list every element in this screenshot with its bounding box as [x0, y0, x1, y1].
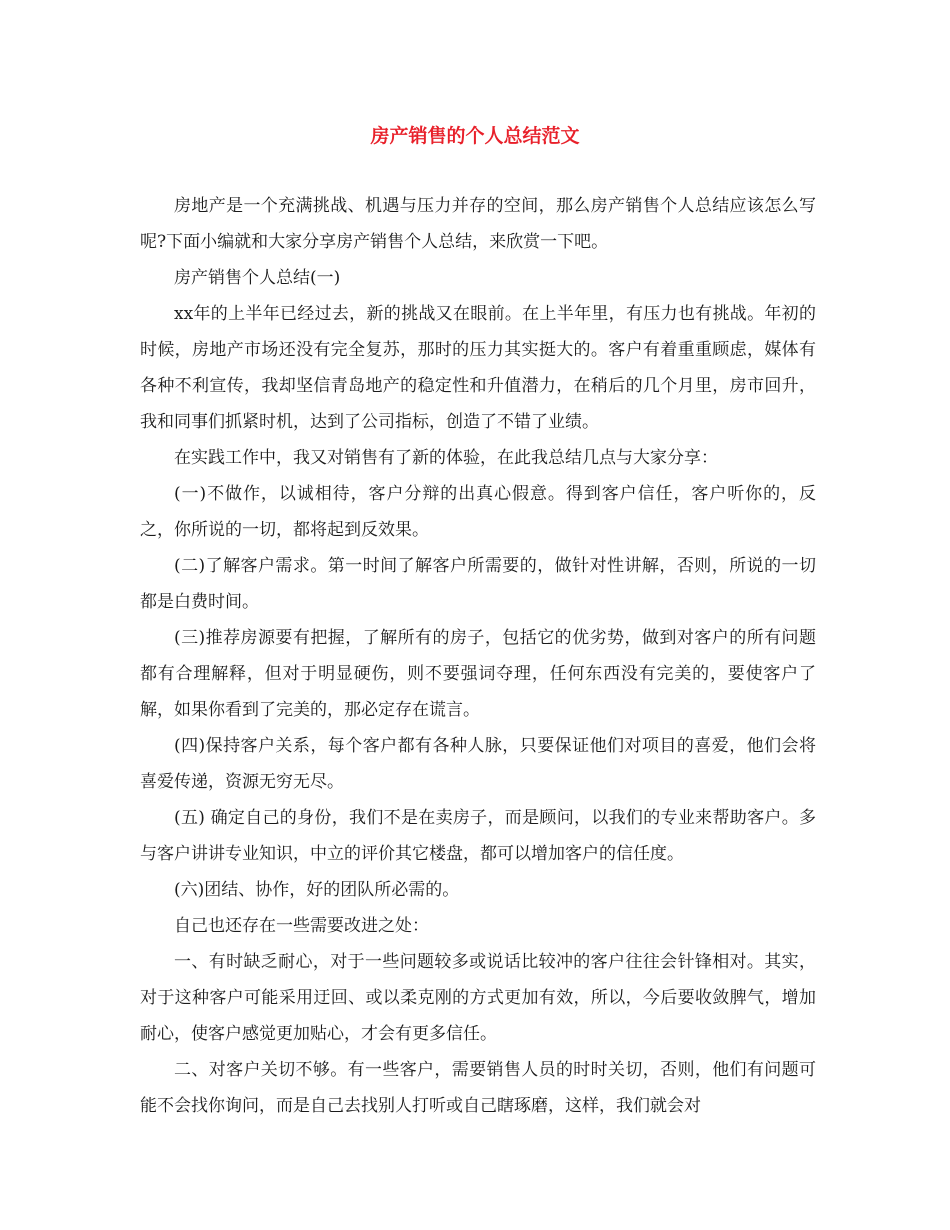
paragraph: (四)保持客户关系，每个客户都有各种人脉，只要保证他们对项目的喜爱，他们会将喜爱传递，资源无穷无尽。 [140, 736, 816, 792]
paragraph: 房产销售个人总结(一) [174, 268, 341, 288]
paragraph: 一、有时缺乏耐心，对于一些问题较多或说话比较冲的客户往往会针锋相对。其实，对于这种客户可能采用迂回、或以柔克刚的方式更加有效，所以，今后要收敛脾气，增加耐心，使客户感觉更加贴心，才会有更多信任。 [140, 952, 816, 1044]
paragraph: (二)了解客户需求。第一时间了解客户所需要的，做针对性讲解，否则，所说的一切都是白费时间。 [140, 556, 816, 612]
paragraph: (六)团结、协作，好的团队所必需的。 [174, 880, 460, 900]
paragraph: (三)推荐房源要有把握，了解所有的房子，包括它的优劣势，做到对客户的所有问题都有合理解释，但对于明显硬伤，则不要强词夺理，任何东西没有完美的，要使客户了解，如果你看到了完美的，那必定存在谎言。 [140, 628, 816, 720]
document-body [140, 188, 816, 1124]
paragraph: xx年的上半年已经过去，新的挑战又在眼前。在上半年里，有压力也有挑战。年初的时候，房地产市场还没有完全复苏，那时的压力其实挺大的。客户有着重重顾虑，媒体有各种不利宣传，我却坚信青岛地产的稳定性和升值潜力，在稍后的几个月里，房市回升，我和同事们抓紧时机，达到了公司指标，创造了不错了业绩。 [140, 304, 816, 432]
paragraph: 在实践工作中，我又对销售有了新的体验，在此我总结几点与大家分享： [174, 448, 718, 468]
paragraph: (一)不做作，以诚相待，客户分辩的出真心假意。得到客户信任，客户听你的，反之，你所说的一切，都将起到反效果。 [140, 484, 816, 540]
paragraph: (五) 确定自己的身份，我们不是在卖房子，而是顾问，以我们的专业来帮助客户。多与客户讲讲专业知识，中立的评价其它楼盘，都可以增加客户的信任度。 [140, 808, 816, 864]
document-title: 房产销售的个人总结范文 [370, 125, 580, 147]
paragraph: 自己也还存在一些需要改进之处： [174, 916, 429, 936]
paragraph: 房地产是一个充满挑战、机遇与压力并存的空间，那么房产销售个人总结应该怎么写呢?下面小编就和大家分享房产销售个人总结，来欣赏一下吧。 [140, 196, 816, 252]
paragraph: 二、对客户关切不够。有一些客户，需要销售人员的时时关切，否则，他们有问题可能不会找你询问，而是自己去找别人打听或自己瞎琢磨，这样，我们就会对 [140, 1060, 816, 1116]
